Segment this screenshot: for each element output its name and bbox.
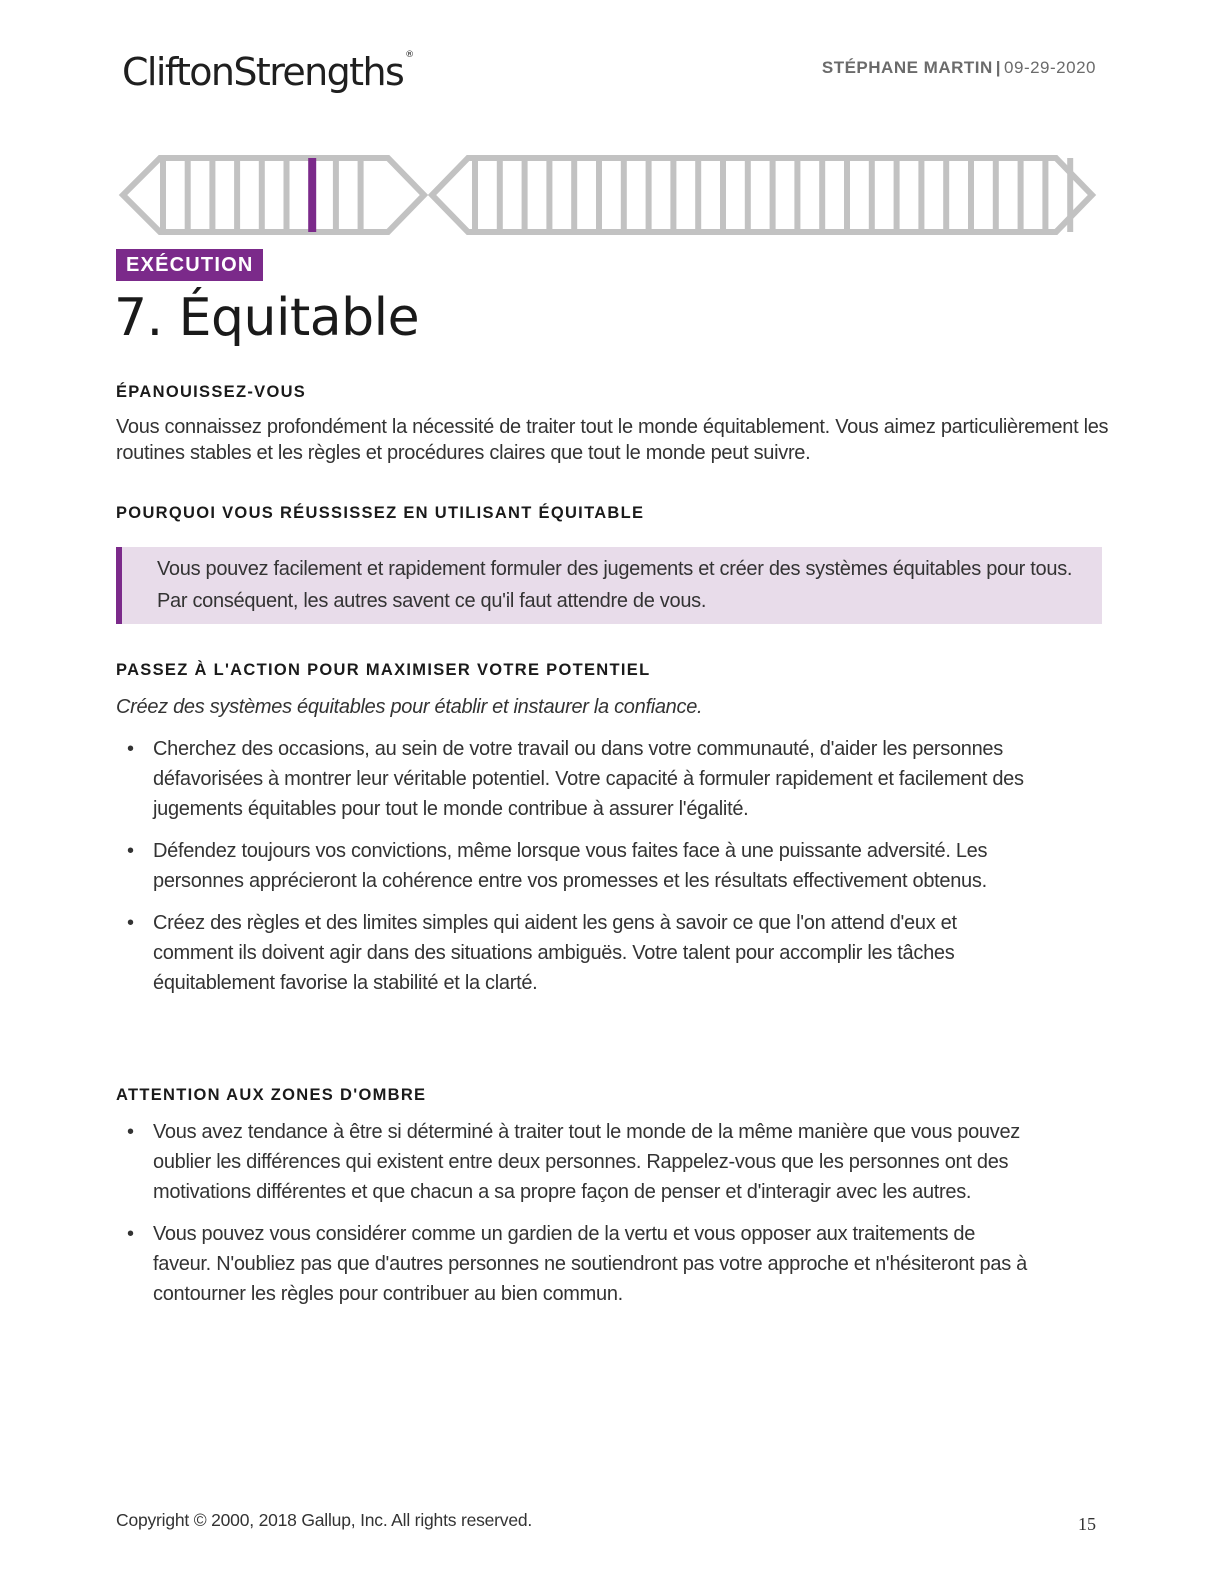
- theme-bar-tick: [894, 158, 900, 232]
- theme-bar-tick: [209, 158, 215, 232]
- theme-rank-bar: [118, 152, 1098, 238]
- theme-bar-tick: [943, 158, 949, 232]
- theme-bar-right-ticks: [472, 158, 1073, 232]
- theme-bar-tick: [546, 158, 552, 232]
- theme-bar-left-ticks: [160, 158, 364, 232]
- theme-bar-tick: [1067, 158, 1073, 232]
- theme-bar-tick: [497, 158, 503, 232]
- theme-bar-tick: [695, 158, 701, 232]
- thrive-text: Vous connaissez profondément la nécessité de traiter tout le monde équitablement. Vous aimez particulièrement les routines stables et les règles et procédures claires que tout le monde peut suivre.: [116, 416, 1109, 464]
- domain-badge: EXÉCUTION: [116, 249, 263, 281]
- meta-separator: |: [995, 58, 1002, 77]
- action-item: • Défendez toujours vos convictions, même lorsque vous faites face à une puissante adversité. Les personnes apprécieront la cohérence entre vos promesses et les résultats effectivement obtenus.: [116, 836, 1036, 896]
- theme-bar-tick: [646, 158, 652, 232]
- page-title: 7. Équitable: [114, 288, 420, 348]
- theme-bar-tick: [284, 158, 290, 232]
- theme-bar-tick: [1042, 158, 1048, 232]
- logo-text: CliftonStrengths: [122, 50, 404, 94]
- action-list: [116, 734, 1036, 998]
- theme-bar-tick: [185, 158, 191, 232]
- theme-bar-tick: [472, 158, 478, 232]
- why-callout-text: Vous pouvez facilement et rapidement formuler des jugements et créer des systèmes équitables pour tous. Par conséquent, les autres savent ce qu'il faut attendre de vous.: [157, 558, 1073, 612]
- theme-bar-tick: [869, 158, 875, 232]
- theme-bar-tick: [918, 158, 924, 232]
- theme-bar-tick: [720, 158, 726, 232]
- theme-bar-tick: [968, 158, 974, 232]
- theme-bar-tick: [844, 158, 850, 232]
- thrive-heading: ÉPANOUISSEZ-VOUS: [116, 383, 307, 401]
- registered-mark: ®: [405, 50, 415, 61]
- why-heading: POURQUOI VOUS RÉUSSISSEZ EN UTILISANT ÉQUITABLE: [116, 504, 645, 522]
- theme-bar-tick: [259, 158, 265, 232]
- theme-bar-tick: [794, 158, 800, 232]
- theme-bar-tick: [993, 158, 999, 232]
- theme-bar-highlight-tick: [308, 158, 316, 232]
- theme-bar-tick: [621, 158, 627, 232]
- theme-bar-tick: [522, 158, 528, 232]
- theme-bar-tick: [333, 158, 339, 232]
- theme-bar-tick: [770, 158, 776, 232]
- theme-bar-tick: [745, 158, 751, 232]
- user-name: STÉPHANE MARTIN: [821, 58, 993, 77]
- theme-bar-tick: [596, 158, 602, 232]
- theme-bar-tick: [160, 158, 166, 232]
- theme-bar-tick: [819, 158, 825, 232]
- blind-spots-heading: ATTENTION AUX ZONES D'OMBRE: [116, 1086, 427, 1104]
- blind-spots-list: [116, 1117, 1036, 1309]
- blind-spot-item: • Vous avez tendance à être si déterminé à traiter tout le monde de la même manière que vous pouvez oublier les différences qui existent entre deux personnes. Rappelez-vous que les personnes ont des motivations différentes et que chacun a sa propre façon de penser et d'interagir avec les autres.: [116, 1117, 1036, 1207]
- report-date: 09-29-2020: [1004, 58, 1096, 77]
- action-item: • Créez des règles et des limites simples qui aident les gens à savoir ce que l'on attend d'eux et comment ils doivent agir dans des situations ambiguës. Votre talent pour accomplir les tâches équitablement favorise la stabilité et la clarté.: [116, 908, 1036, 998]
- report-meta: [822, 58, 1096, 78]
- action-tagline: Créez des systèmes équitables pour établir et instaurer la confiance.: [116, 696, 703, 718]
- action-heading: PASSEZ À L'ACTION POUR MAXIMISER VOTRE POTENTIEL: [116, 661, 651, 679]
- theme-bar-tick: [1018, 158, 1024, 232]
- theme-bar-tick: [234, 158, 240, 232]
- clifton-strengths-logo: [122, 50, 414, 94]
- theme-bar-tick: [571, 158, 577, 232]
- blind-spot-item: • Vous pouvez vous considérer comme un gardien de la vertu et vous opposer aux traitements de faveur. N'oubliez pas que d'autres personnes ne soutiendront pas votre approche et n'hésiteront pas à contourner les règles pour contribuer au bien commun.: [116, 1219, 1036, 1309]
- page-number: 15: [1078, 1514, 1096, 1534]
- copyright-notice: Copyright © 2000, 2018 Gallup, Inc. All rights reserved.: [116, 1510, 533, 1530]
- action-item: • Cherchez des occasions, au sein de votre travail ou dans votre communauté, d'aider les personnes défavorisées à montrer leur véritable potentiel. Votre capacité à formuler rapidement et facilement des jugements équitables pour tout le monde contribue à assurer l'égalité.: [116, 734, 1036, 824]
- theme-bar-left-outline: [123, 158, 424, 232]
- theme-bar-tick: [670, 158, 676, 232]
- why-callout: [116, 547, 1102, 624]
- theme-bar-tick: [358, 158, 364, 232]
